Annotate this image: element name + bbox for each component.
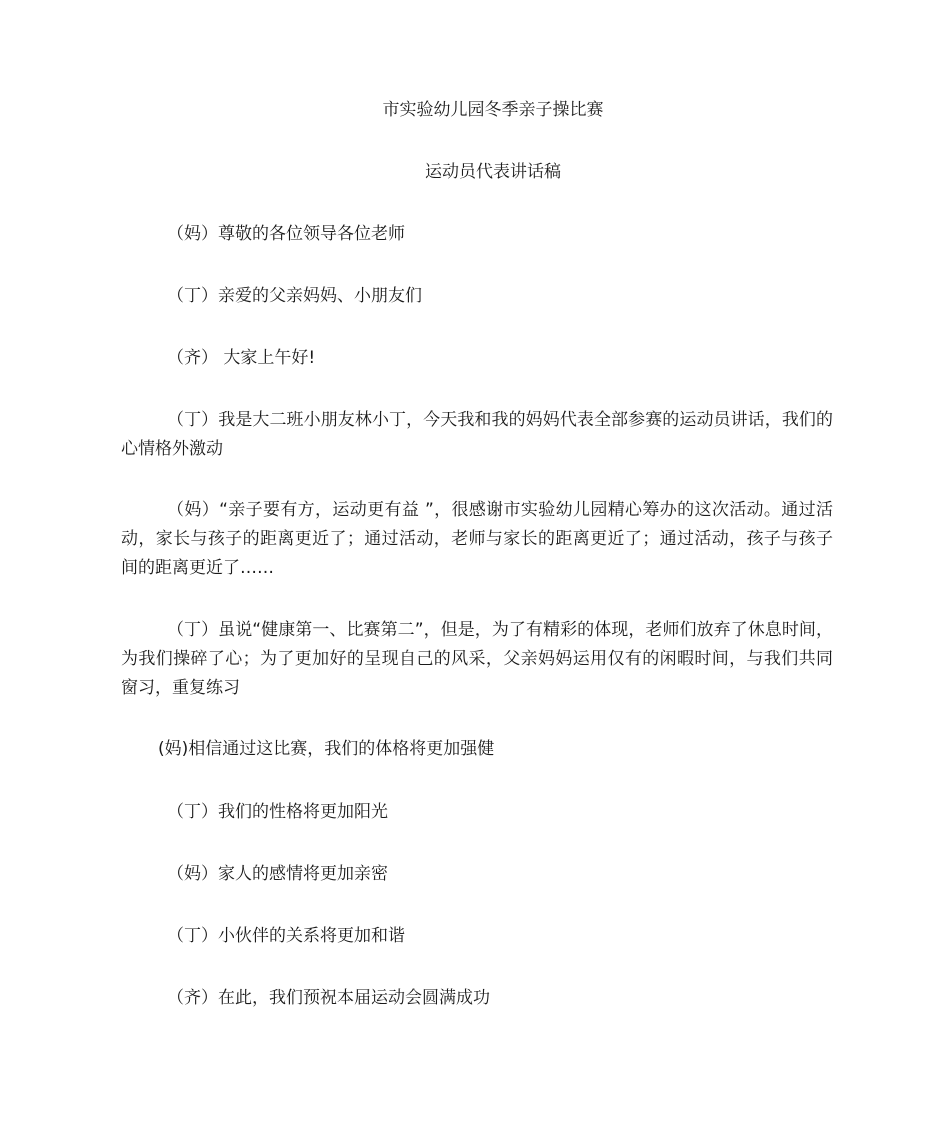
paragraph: (妈)相信通过这比赛，我们的体格将更加强健 [158,739,495,759]
paragraph: （齐） 大家上午好! [167,348,316,368]
paragraph: （妈）尊敬的各位领导各位老师 [167,224,405,244]
paragraph: （丁）虽说“健康第一、比赛第二”，但是，为了有精彩的体现，老师们放弃了休息时间，为我们操碎了心；为了更加好的呈现自己的风采，父亲妈妈运用仅有的闲暇时间，与我们共同窗习，重复练习 [121,620,833,698]
paragraph: （齐）在此，我们预祝本届运动会圆满成功 [167,988,490,1008]
document-title: 市实验幼儿园冬季亲子操比赛 [382,100,604,120]
paragraph: （丁）亲爱的父亲妈妈、小朋友们 [167,286,422,306]
document-subtitle: 运动员代表讲话稿 [425,162,561,182]
paragraph: （丁）我们的性格将更加阳光 [167,802,388,822]
paragraph: （妈）“亲子要有方，运动更有益 ”，很感谢市实验幼儿园精心筹办的这次活动。通过活动，家长与孩子的距离更近了；通过活动，老师与家长的距离更近了；通过活动，孩子与孩子间的距离更近了…… [121,500,833,578]
paragraph: （妈）家人的感情将更加亲密 [167,864,388,884]
paragraph: （丁）我是大二班小朋友林小丁，今天我和我的妈妈代表全部参赛的运动员讲话，我们的心情格外激动 [121,410,833,459]
paragraph: （丁）小伙伴的关系将更加和谐 [167,926,405,946]
